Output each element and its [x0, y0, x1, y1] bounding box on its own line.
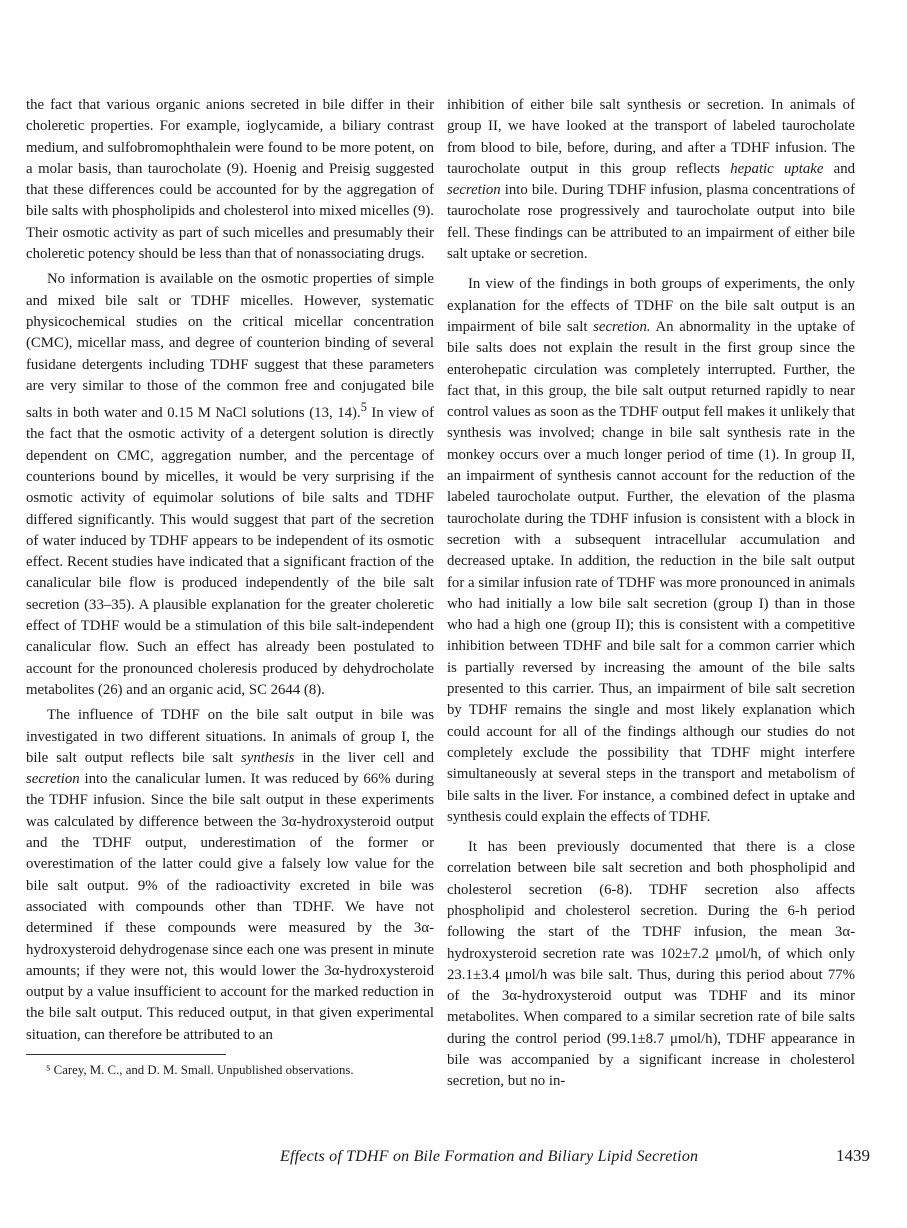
text-segment: into bile. During TDHF infusion, plasma concentrations of taurocholate rose progressively and taurocholate output into bile fell. These findings can be attributed to an impairment of either bile salt uptake or secretion.: [447, 182, 855, 263]
paragraph: [447, 95, 855, 265]
text-segment: No information is available on the osmotic properties of simple and mixed bile salt or TDHF micelles. However, systematic physicochemical studies on the critical micellar concentration (CMC), micellar mass, and degree of counterion binding of several fusidane detergents including TDHF suggest that these parameters are very similar to those of the common free and conjugated bile salts in both water and 0.15 M NaCl solutions (13, 14).: [26, 271, 434, 422]
left-column: [26, 95, 434, 1079]
emphasis-text: secretion: [447, 182, 501, 199]
emphasis-text: secretion: [26, 771, 80, 788]
paragraph: [26, 705, 434, 1046]
text-segment: In view of the fact that the osmotic activity of a detergent solution is directly dependent on CMC, aggregation number, and the percentage of counterions bound by micelles, it would be very surprising if the osmotic activity of equimolar solutions of bile salts and TDHF differed significantly. This would suggest that part of the secretion of water induced by TDHF appears to be independent of its osmotic effect. Recent studies have indicated that a significant fraction of the canalicular bile flow is produced independently of the bile salt secretion (33–35). A plausible explanation for the greater choleretic effect of TDHF would be a stimulation of this bile salt-independent canalicular flow. Such an effect has already been postulated to account for the pronounced choleresis produced by dehydrocholate metabolites (26) and an organic acid, SC 2644 (8).: [26, 405, 435, 698]
page-number: 1439: [836, 1146, 870, 1165]
text-segment: in the liver cell and: [294, 749, 434, 766]
paragraph: [26, 269, 434, 701]
text-segment: An abnormality in the uptake of bile salts does not explain the result in the first group since the enterohepatic circulation was completely interrupted. Further, the fact that, in this group, the bile salt output returned rapidly to near control values as soon as the TDHF output fell makes it unlikely that synthesis was involved; change in bile salt synthesis rate in the monkey occurs over a much longer period of time (1). In group II, an impairment of synthesis cannot account for the reduction of the labeled taurocholate output. Further, the elevation of the plasma taurocholate during the TDHF infusion is consistent with a block in secretion with a subsequent intracellular accumulation and decreased uptake. In addition, the reduction in the bile salt output for a similar infusion rate of TDHF was more pronounced in animals who had initially a low bile salt secretion (group I) than in those who had a high one (group II); this is consistent with a competitive inhibition between TDHF and bile salt for a common carrier which is partially reversed by increasing the amount of the bile salts presented to this carrier. Thus, an impairment of bile salt secretion by TDHF remains the single and most likely explanation which could account for all of the findings although our studies do not completely exclude the possibility that TDHF might interfere simultaneously at several steps in the transport and metabolism of bile salts in the liver. For instance, a combined defect in uptake and synthesis could explain the effects of TDHF.: [447, 318, 855, 825]
emphasis-text: secretion.: [593, 318, 651, 335]
right-column: [447, 95, 855, 1093]
text-segment: inhibition of either bile salt synthesis or secretion. In animals of group II, we have looked at the transport of labeled taurocholate from blood to bile, before, during, and after a TDHF infusion. The taurocholate output in this group reflects: [447, 97, 855, 177]
text-segment: and: [823, 160, 855, 177]
text-segment: It has been previously documented that there is a close correlation between bile salt secretion and both phospholipid and cholesterol secretion (6-8). TDHF secretion also affects phospholipid and cholesterol secretion. During the 6-h period following the start of the TDHF infusion, the mean 3α-hydroxysteroid secretion rate was 102±7.2 μmol/h, of which only 23.1±3.4 μmol/h was bile salt. Thus, during this period about 77% of the 3α-hydroxysteroid output was TDHF and its minor metabolites. When compared to a similar secretion rate of bile salts during the control period (99.1±8.7 μmol/h), TDHF appearance in bile was accompanied by a significant increase in cholesterol secretion, but no in-: [447, 839, 855, 1090]
text-segment: The influence of TDHF on the bile salt output in bile was investigated in two different situations. In animals of group I, the bile salt output reflects bile salt: [26, 707, 434, 766]
text-segment: into the canalicular lumen. It was reduced by 66% during the TDHF infusion. Since the bile salt output in these experiments was calculated by difference between the 3α-hydroxysteroid output and the TDHF output, underestimation of the former or overestimation of the latter could give a falsely low value for the bile salt output. 9% of the radioactivity excreted in bile was associated with compounds other than TDHF. We have not determined if these compounds were measured by the 3α-hydroxysteroid dehydrogenase since each one was present in minute amounts; if they were not, this would lower the 3α-hydroxysteroid output by a value insufficient to account for the marked reduction in the bile salt output. This reduced output, in that given experimental situation, can therefore be attributed to an: [26, 771, 434, 1043]
text-segment: the fact that various organic anions secreted in bile differ in their choleretic properties. For example, ioglycamide, a biliary contrast medium, and sulfobromophthalein were found to be more potent, on a molar basis, than taurocholate (9). Hoenig and Preisig suggested that these differences could be accounted for by the aggregation of bile salts with phospholipids and cholesterol into mixed micelles (9). Their osmotic activity as part of such micelles and presumably their choleretic potency should be less than that of nonassociating drugs.: [26, 97, 434, 263]
footnote-divider: [26, 1054, 226, 1055]
footnote-marker: 5: [360, 400, 367, 415]
emphasis-text: synthesis: [241, 749, 295, 766]
running-title: Effects of TDHF on Bile Formation and Biliary Lipid Secretion: [280, 1148, 699, 1165]
emphasis-text: hepatic uptake: [730, 160, 824, 177]
paragraph: [447, 837, 855, 1093]
text-segment: In view of the findings in both groups of experiments, the only explanation for the effects of TDHF on the bile salt output is an impairment of bile salt: [447, 276, 855, 335]
paragraph: [447, 274, 855, 828]
footnote: ⁵ Carey, M. C., and D. M. Small. Unpublished observations.: [46, 1062, 354, 1077]
paragraph: [26, 95, 434, 265]
